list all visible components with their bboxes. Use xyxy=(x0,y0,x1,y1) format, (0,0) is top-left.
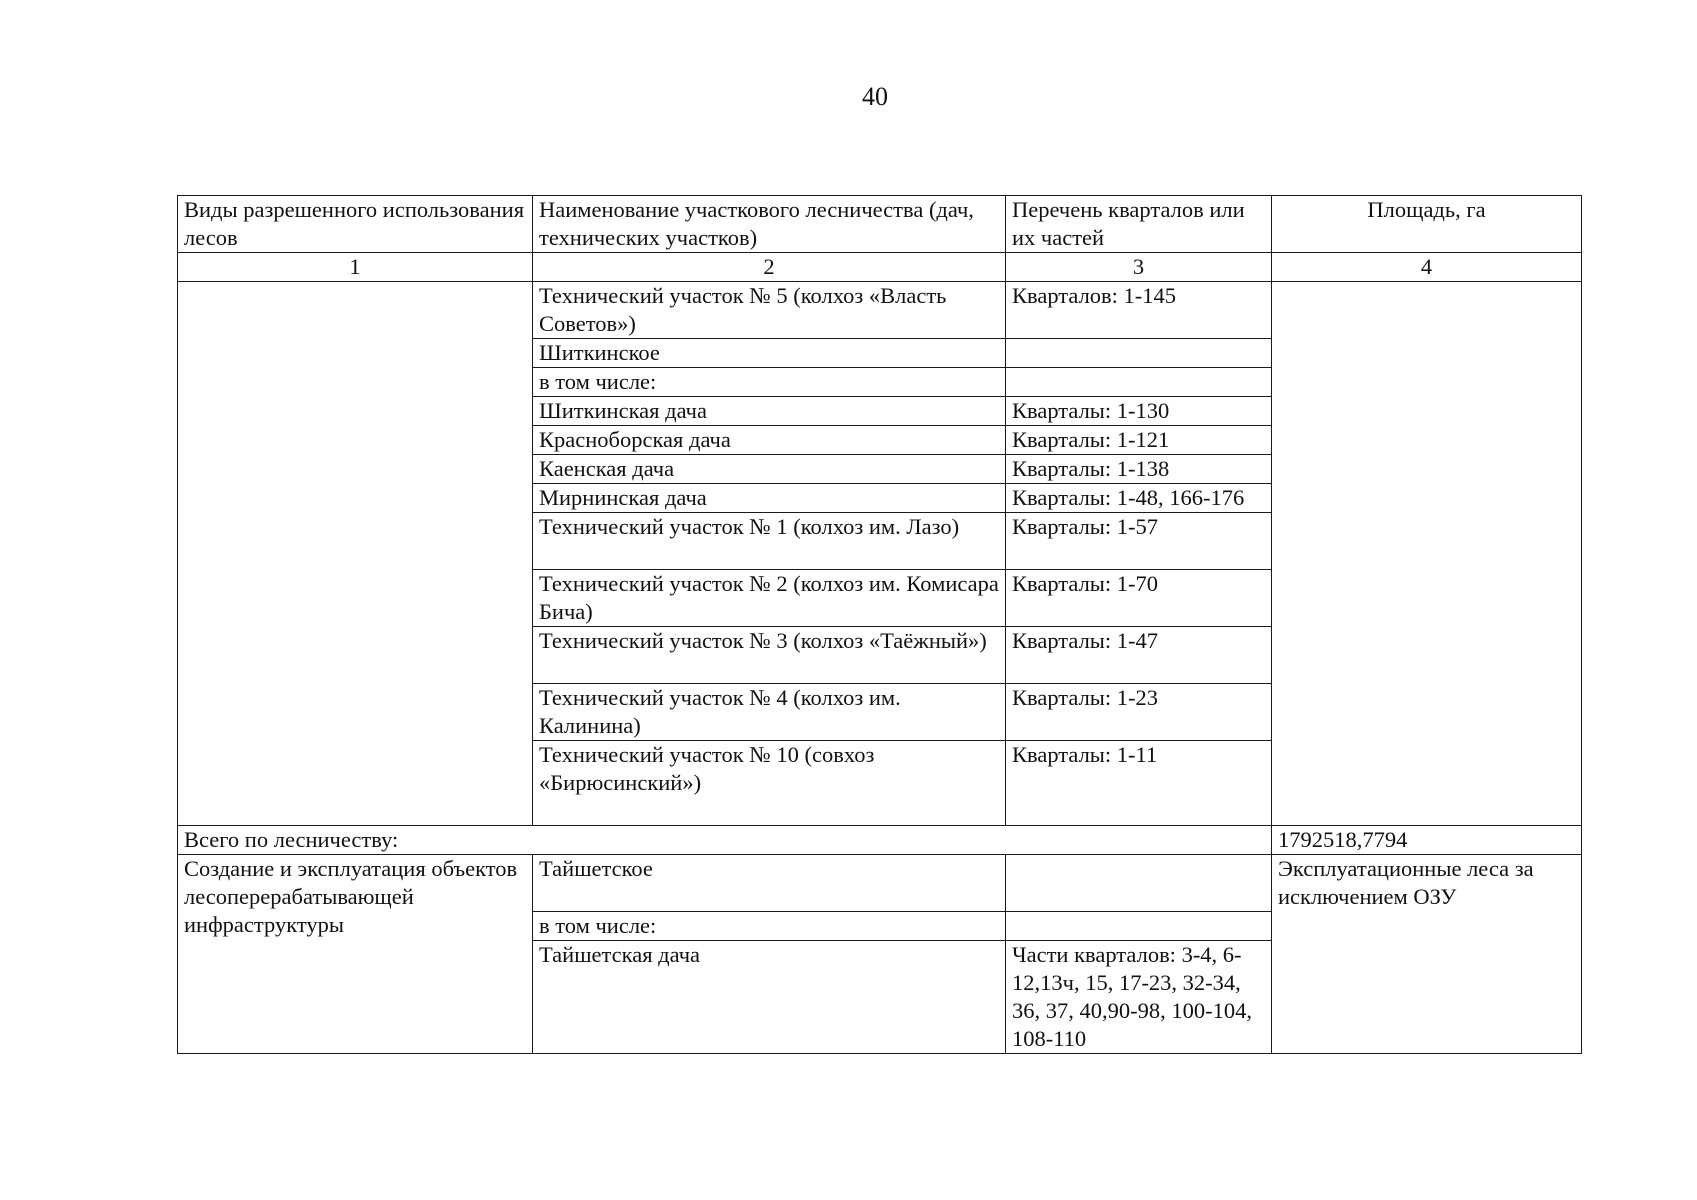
area-cell: Эксплуатационные леса за исключением ОЗУ xyxy=(1272,855,1582,1054)
quarters-cell: Кварталы: 1-47 xyxy=(1006,627,1272,684)
total-label: Всего по лесничеству: xyxy=(178,826,1272,855)
forestry-name-cell: Тайшетская дача xyxy=(533,941,1006,1054)
column-number: 1 xyxy=(178,253,533,282)
total-area: 1792518,7794 xyxy=(1272,826,1582,855)
forestry-name-cell: в том числе: xyxy=(533,368,1006,397)
forestry-name-cell: Каенская дача xyxy=(533,455,1006,484)
column-number-row xyxy=(178,253,1582,282)
forestry-name-cell: Технический участок № 2 (колхоз им. Комисара Бича) xyxy=(533,570,1006,627)
header-usage-type: Виды разрешенного использования лесов xyxy=(178,196,533,253)
column-number: 3 xyxy=(1006,253,1272,282)
forestry-name-cell: Технический участок № 5 (колхоз «Власть Советов») xyxy=(533,282,1006,339)
header-area: Площадь, га xyxy=(1272,196,1582,253)
page-number: 40 xyxy=(862,82,888,111)
forestry-name-cell: Технический участок № 1 (колхоз им. Лазо) xyxy=(533,513,1006,570)
header-quarters-list: Перечень кварталов или их частей xyxy=(1006,196,1272,253)
quarters-cell xyxy=(1006,339,1272,368)
forestry-name-cell: Шиткинское xyxy=(533,339,1006,368)
quarters-cell: Кварталов: 1-145 xyxy=(1006,282,1272,339)
quarters-cell: Кварталы: 1-130 xyxy=(1006,397,1272,426)
forestry-name-cell: Красноборская дача xyxy=(533,426,1006,455)
usage-type-cell: Создание и эксплуатация объектов лесоперерабатывающей инфраструктуры xyxy=(178,855,533,1054)
table-row xyxy=(178,855,1582,912)
usage-type-cell xyxy=(178,282,533,826)
quarters-cell xyxy=(1006,368,1272,397)
forestry-name-cell: Тайшетское xyxy=(533,855,1006,912)
quarters-cell: Части кварталов: 3-4, 6-12,13ч, 15, 17-23, 32-34, 36, 37, 40,90-98, 100-104, 108-110 xyxy=(1006,941,1272,1054)
quarters-cell: Кварталы: 1-48, 166-176 xyxy=(1006,484,1272,513)
forestry-name-cell: Технический участок № 3 (колхоз «Таёжный») xyxy=(533,627,1006,684)
total-row xyxy=(178,826,1582,855)
quarters-cell: Кварталы: 1-23 xyxy=(1006,684,1272,741)
forestry-name-cell: Технический участок № 10 (совхоз «Бирюсинский») xyxy=(533,741,1006,826)
header-forestry-name: Наименование участкового лесничества (дач, технических участков) xyxy=(533,196,1006,253)
quarters-cell xyxy=(1006,912,1272,941)
area-cell xyxy=(1272,282,1582,826)
table-header-row xyxy=(178,196,1582,253)
forestry-name-cell: Мирнинская дача xyxy=(533,484,1006,513)
quarters-cell: Кварталы: 1-57 xyxy=(1006,513,1272,570)
column-number: 4 xyxy=(1272,253,1582,282)
quarters-cell xyxy=(1006,855,1272,912)
quarters-cell: Кварталы: 1-70 xyxy=(1006,570,1272,627)
quarters-cell: Кварталы: 1-138 xyxy=(1006,455,1272,484)
column-number: 2 xyxy=(533,253,1006,282)
forest-usage-table xyxy=(177,195,1582,1054)
forestry-name-cell: Технический участок № 4 (колхоз им. Калинина) xyxy=(533,684,1006,741)
forestry-name-cell: в том числе: xyxy=(533,912,1006,941)
table-row xyxy=(178,282,1582,339)
quarters-cell: Кварталы: 1-11 xyxy=(1006,741,1272,826)
forestry-name-cell: Шиткинская дача xyxy=(533,397,1006,426)
quarters-cell: Кварталы: 1-121 xyxy=(1006,426,1272,455)
